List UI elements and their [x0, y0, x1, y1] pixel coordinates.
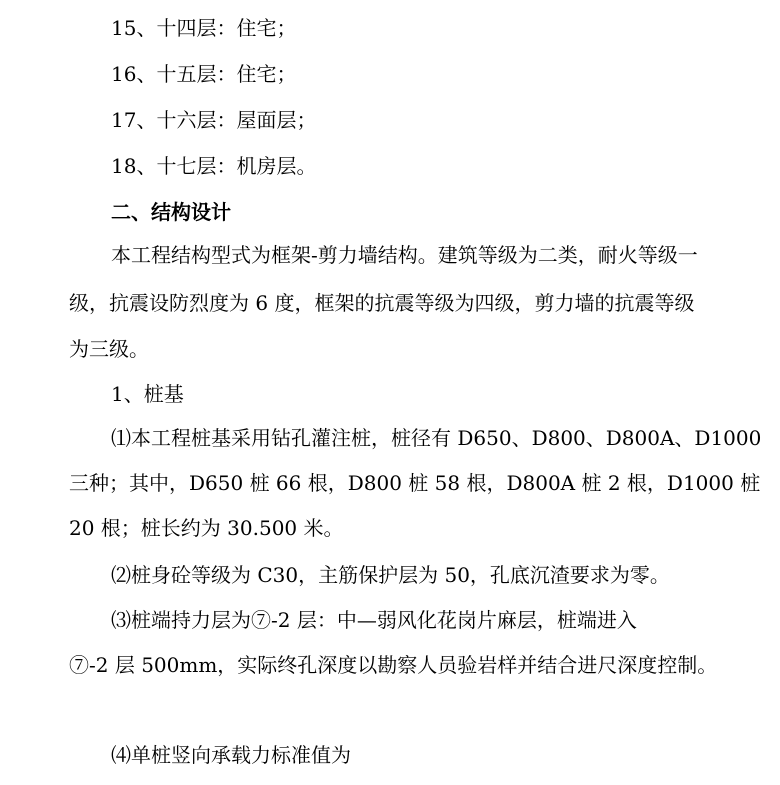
floor-item-15: 15、十四层：住宅； — [111, 16, 297, 40]
structure-paragraph-line-1: 本工程结构型式为框架-剪力墙结构。建筑等级为二类，耐火等级一 — [111, 243, 698, 267]
item1-line-3: 20 根；桩长约为 30.500 米。 — [69, 516, 344, 540]
item3-line-1: ⑶桩端持力层为⑦-2 层：中—弱风化花岗片麻层，桩端进入 — [111, 608, 637, 632]
floor-item-17: 17、十六层：屋面层； — [111, 108, 317, 132]
structure-paragraph-line-3: 为三级。 — [69, 337, 149, 361]
subsection-heading-piles: 1、桩基 — [111, 382, 184, 406]
floor-item-16: 16、十五层：住宅； — [111, 62, 297, 86]
item4-line: ⑷单桩竖向承载力标准值为 — [111, 743, 351, 767]
section-heading-structure-design: 二、结构设计 — [111, 200, 231, 224]
item1-line-2: 三种；其中，D650 桩 66 根，D800 桩 58 根，D800A 桩 2 根，D1000 桩 — [69, 471, 761, 495]
floor-item-18: 18、十七层：机房层。 — [111, 154, 317, 178]
structure-paragraph-line-2: 级，抗震设防烈度为 6 度，框架的抗震等级为四级，剪力墙的抗震等级 — [69, 291, 695, 315]
item1-line-1: ⑴本工程桩基采用钻孔灌注桩，桩径有 D650、D800、D800A、D1000 — [111, 426, 762, 450]
item2-line: ⑵桩身砼等级为 C30，主筋保护层为 50，孔底沉渣要求为零。 — [111, 563, 670, 587]
item3-line-2: ⑦-2 层 500mm，实际终孔深度以勘察人员验岩样并结合进尺深度控制。 — [69, 653, 718, 677]
